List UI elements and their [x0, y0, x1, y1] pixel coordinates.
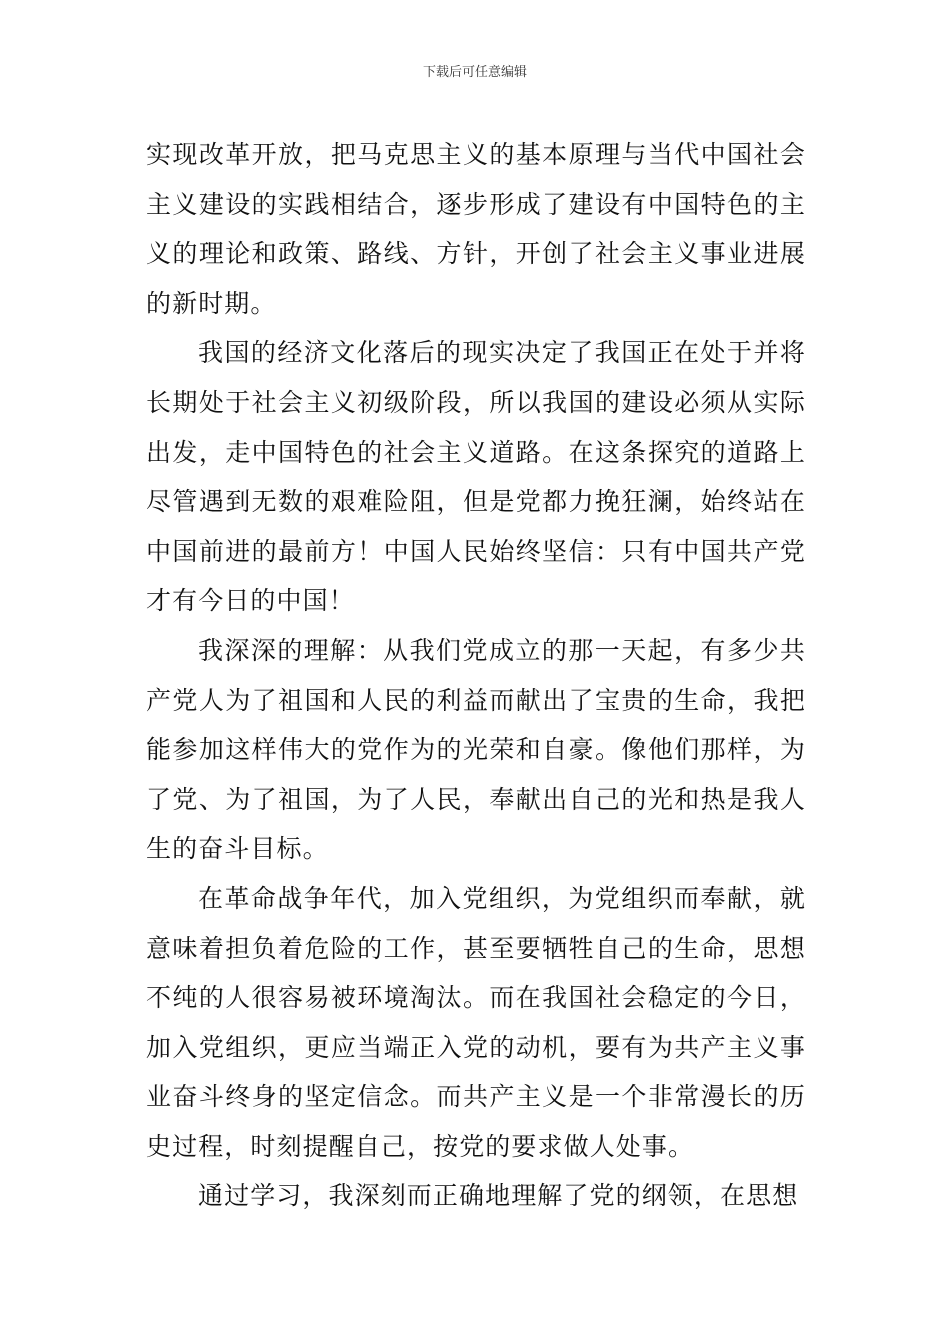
page-header-note: 下载后可任意编辑 [422, 65, 527, 80]
paragraph-5: 通过学习，我深刻而正确地理解了党的纲领，在思想 [198, 1181, 799, 1211]
paragraph-3: 我深深的理解：从我们党成立的那一天起，有多少共产党人为了祖国和人民的利益而献出了宝贵的生命，我把能参加这样伟大的党作为的光荣和自豪。像他们那样，为了党、为了祖国，为了人民，奉献出自己的光和热是我人生的奋斗目标。 [146, 635, 806, 864]
paragraph-1: 实现改革开放，把马克思主义的基本原理与当代中国社会主义建设的实践相结合，逐步形成了建设有中国特色的主义的理论和政策、路线、方针，开创了社会主义事业进展的新时期。 [146, 140, 806, 318]
document-body [146, 130, 806, 1221]
paragraph-2: 我国的经济文化落后的现实决定了我国正在处于并将长期处于社会主义初级阶段，所以我国的建设必须从实际出发，走中国特色的社会主义道路。在这条探究的道路上尽管遇到无数的艰难险阻，但是党都力挽狂澜，始终站在中国前进的最前方！中国人民始终坚信：只有中国共产党才有今日的中国！ [146, 338, 806, 616]
paragraph-4: 在革命战争年代，加入党组织，为党组织而奉献，就意味着担负着危险的工作，甚至要牺牲自己的生命，思想不纯的人很容易被环境淘汰。而在我国社会稳定的今日，加入党组织，更应当端正入党的动机，要有为共产主义事业奋斗终身的坚定信念。而共产主义是一个非常漫长的历史过程，时刻提醒自己，按党的要求做人处事。 [146, 883, 806, 1161]
